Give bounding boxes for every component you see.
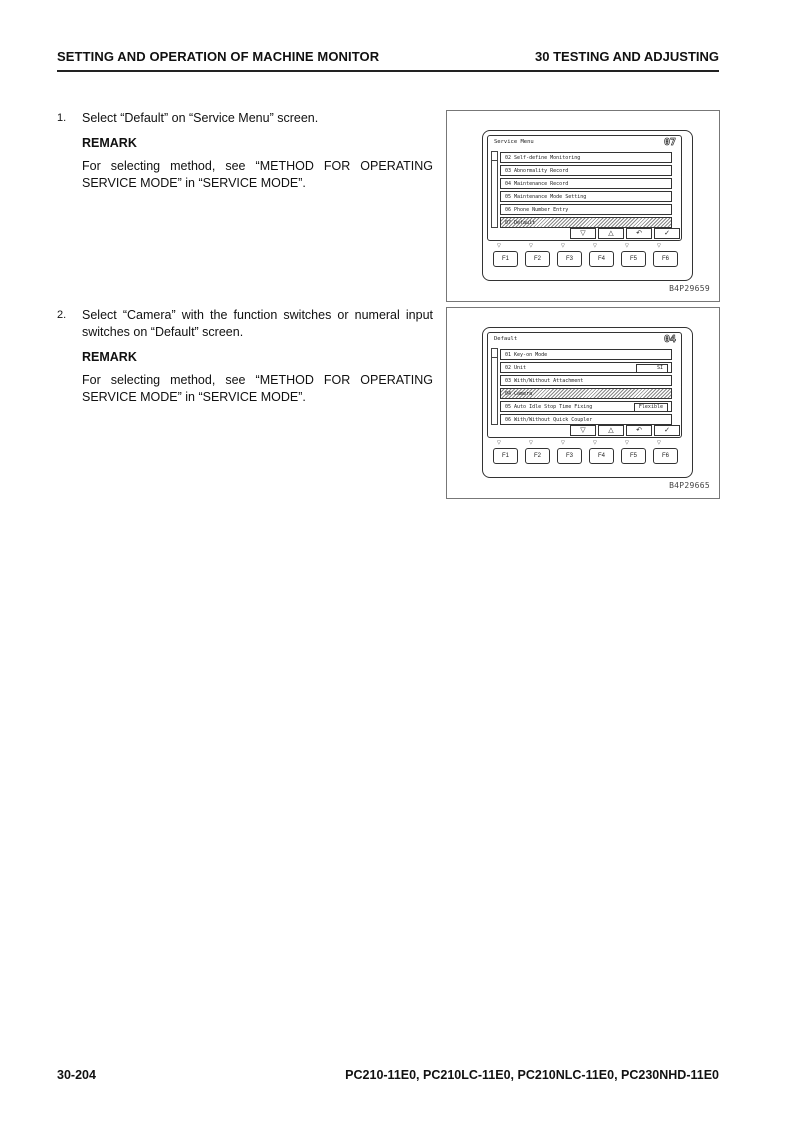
function-key-f2: F2 [525, 251, 550, 267]
figure-code: B4P29659 [669, 284, 710, 293]
checkmark-icon: ✓ [654, 425, 680, 436]
menu-row-label: 06 Phone Number Entry [505, 207, 569, 213]
menu-row [500, 414, 672, 425]
menu-row-value: Flexible [634, 403, 668, 412]
remark-text: For selecting method, see “METHOD FOR OPERATING SERVICE MODE” in “SERVICE MODE”. [82, 373, 433, 404]
step-number: 2. [57, 309, 67, 321]
menu-row-label: 03 With/Without Attachment [505, 378, 584, 384]
function-key-f2: F2 [525, 448, 550, 464]
down-arrow-icon: ▽ [570, 425, 596, 436]
menu-row-label: 06 With/Without Quick Coupler [505, 417, 593, 423]
menu-row [500, 362, 672, 373]
function-key-f4: F4 [589, 251, 614, 267]
menu-row [500, 349, 672, 360]
model-list: PC210-11E0, PC210LC-11E0, PC210NLC-11E0, PC230NHD-11E0 [345, 1068, 719, 1082]
menu-row [500, 165, 672, 176]
function-key-f3: F3 [557, 448, 582, 464]
menu-row-label: 02 Unit [505, 365, 527, 371]
step-instruction: Select “Default” on “Service Menu” screen. [82, 111, 319, 125]
menu-row-label: 01 Key-on Mode [505, 352, 548, 358]
step-1 [57, 110, 433, 192]
remark-text: For selecting method, see “METHOD FOR OPERATING SERVICE MODE” in “SERVICE MODE”. [82, 159, 433, 190]
menu-row [500, 204, 672, 215]
menu-row [500, 152, 672, 163]
monitor-panel [482, 130, 693, 281]
menu-row-label: 04 Maintenance Record [505, 181, 569, 187]
menu-row-label: 04 Camera [505, 391, 533, 397]
function-key-f3: F3 [557, 251, 582, 267]
step-2 [57, 307, 433, 406]
menu-row [500, 401, 672, 412]
menu-row-selected [500, 217, 672, 228]
figure-code: B4P29665 [669, 481, 710, 490]
function-key-indicators: ▽ ▽ ▽ ▽ ▽ ▽ [497, 243, 661, 249]
menu-row-value: SI [636, 364, 668, 373]
menu-row [500, 191, 672, 202]
screen-title: Default [494, 336, 518, 342]
function-key-f4: F4 [589, 448, 614, 464]
function-key-f1: F1 [493, 448, 518, 464]
function-key-indicators: ▽ ▽ ▽ ▽ ▽ ▽ [497, 440, 661, 446]
monitor-screen [487, 135, 682, 241]
header-section-title: SETTING AND OPERATION OF MACHINE MONITOR [57, 49, 380, 64]
menu-row-label: 03 Abnormality Record [505, 168, 569, 174]
up-arrow-icon: △ [598, 425, 624, 436]
monitor-panel [482, 327, 693, 478]
figure-default-screen [446, 307, 720, 499]
function-key-f6: F6 [653, 251, 678, 267]
menu-row [500, 375, 672, 386]
remark-label: REMARK [82, 350, 137, 364]
menu-row [500, 178, 672, 189]
up-arrow-icon: △ [598, 228, 624, 239]
function-key-f5: F5 [621, 448, 646, 464]
screen-number: 04 [663, 334, 676, 345]
page-header [57, 48, 719, 72]
screen-number: 07 [663, 137, 676, 148]
screen-title: Service Menu [494, 139, 534, 145]
menu-row-label: 07 Default [505, 220, 536, 226]
return-icon: ↶ [626, 228, 652, 239]
page-number: 30-204 [57, 1068, 96, 1082]
function-key-f6: F6 [653, 448, 678, 464]
page-footer [57, 1068, 719, 1086]
menu-row-label: 05 Auto Idle Stop Time Fixing [505, 404, 593, 410]
step-number: 1. [57, 112, 67, 124]
checkmark-icon: ✓ [654, 228, 680, 239]
return-icon: ↶ [626, 425, 652, 436]
remark-label: REMARK [82, 136, 137, 150]
down-arrow-icon: ▽ [570, 228, 596, 239]
monitor-screen [487, 332, 682, 438]
menu-row-label: 05 Maintenance Mode Setting [505, 194, 587, 200]
scrollbar [491, 348, 498, 425]
header-chapter-title: 30 TESTING AND ADJUSTING [535, 49, 719, 64]
step-instruction: Select “Camera” with the function switches or numeral input switches on “Default” screen. [82, 308, 433, 339]
function-key-f1: F1 [493, 251, 518, 267]
menu-row-selected [500, 388, 672, 399]
function-key-f5: F5 [621, 251, 646, 267]
menu-row-label: 02 Self-define Monitoring [505, 155, 581, 161]
figure-service-menu [446, 110, 720, 302]
scrollbar [491, 151, 498, 228]
